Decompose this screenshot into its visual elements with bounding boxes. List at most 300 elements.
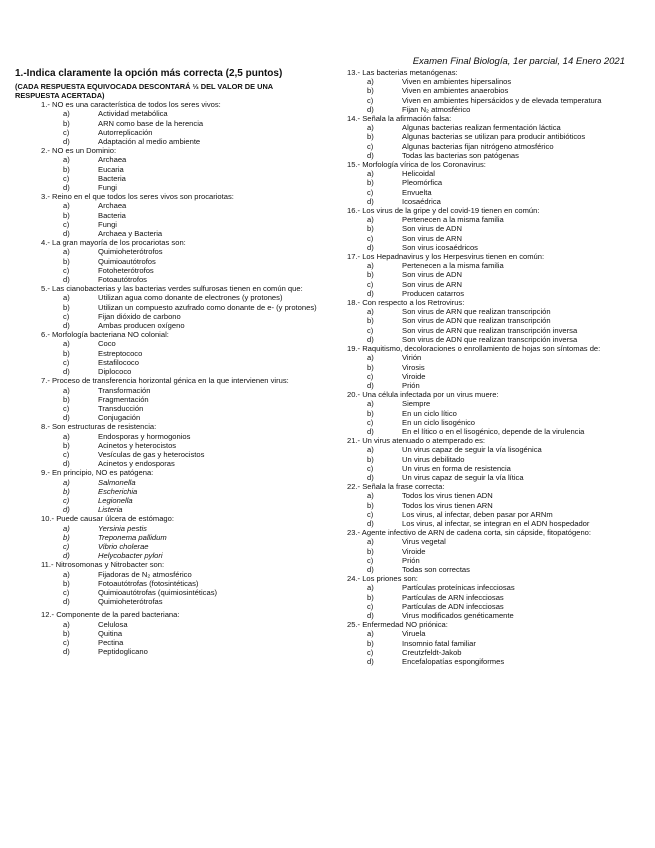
answer-option[interactable] bbox=[41, 597, 335, 606]
option-text: Fotoheterótrofos bbox=[98, 265, 154, 275]
option-letter: c) bbox=[63, 637, 70, 647]
option-text: Viroide bbox=[402, 371, 426, 381]
question-item bbox=[347, 482, 647, 528]
answer-option[interactable] bbox=[41, 211, 335, 220]
question-item bbox=[347, 390, 647, 436]
question-text: 21.- Un virus atenuado o atemperado es: bbox=[347, 436, 486, 446]
answer-option[interactable] bbox=[41, 137, 335, 146]
answer-option[interactable] bbox=[41, 505, 335, 514]
option-letter: c) bbox=[367, 601, 374, 611]
answer-option[interactable] bbox=[41, 119, 335, 128]
answer-option[interactable] bbox=[41, 312, 335, 321]
option-letter: c) bbox=[63, 495, 70, 505]
option-letter: a) bbox=[63, 619, 70, 629]
question-text: 24.- Los priones son: bbox=[347, 574, 418, 584]
option-letter: b) bbox=[63, 256, 70, 266]
option-text: Adaptación al medio ambiente bbox=[98, 137, 201, 147]
option-text: Son virus de ADN que realizan transcripción inversa bbox=[402, 334, 578, 344]
question-item bbox=[347, 252, 647, 298]
question-item bbox=[15, 560, 335, 606]
option-letter: a) bbox=[367, 629, 374, 639]
option-text: Quimioautótrofas (quimiosintéticas) bbox=[98, 587, 218, 597]
question-item bbox=[15, 100, 335, 146]
answer-option[interactable] bbox=[347, 648, 647, 657]
option-letter: c) bbox=[367, 509, 374, 519]
answer-option[interactable] bbox=[347, 547, 647, 556]
answer-option[interactable] bbox=[41, 542, 335, 551]
question-item bbox=[15, 284, 335, 330]
option-text: Eucaria bbox=[98, 164, 124, 174]
answer-option[interactable] bbox=[347, 510, 647, 519]
option-letter: c) bbox=[367, 187, 374, 197]
answer-option[interactable] bbox=[347, 132, 647, 141]
answer-option[interactable] bbox=[347, 372, 647, 381]
answer-option[interactable] bbox=[347, 123, 647, 132]
option-letter: d) bbox=[367, 472, 374, 482]
option-letter: b) bbox=[63, 628, 70, 638]
question-item bbox=[347, 206, 647, 252]
option-text: ARN como base de la herencia bbox=[98, 118, 204, 128]
option-text: Un virus capaz de seguir la vía lítica bbox=[402, 472, 524, 482]
answer-option[interactable] bbox=[347, 657, 647, 666]
option-letter: d) bbox=[367, 196, 374, 206]
question-text: 9.- En principio, NO es patógena: bbox=[41, 468, 154, 478]
question-item bbox=[347, 344, 647, 390]
answer-option[interactable] bbox=[41, 321, 335, 330]
answer-option[interactable] bbox=[41, 413, 335, 422]
option-letter: a) bbox=[367, 399, 374, 409]
option-text: Los virus, al infectar, se integran en el ADN hospedador bbox=[402, 518, 590, 528]
option-letter: a) bbox=[63, 155, 70, 165]
answer-option[interactable] bbox=[41, 620, 335, 629]
option-text: Conjugación bbox=[98, 413, 141, 423]
option-letter: d) bbox=[367, 334, 374, 344]
question-item bbox=[15, 376, 335, 422]
answer-option[interactable] bbox=[347, 556, 647, 565]
answer-option[interactable] bbox=[347, 455, 647, 464]
answer-option[interactable] bbox=[347, 270, 647, 279]
answer-option[interactable] bbox=[41, 432, 335, 441]
answer-option[interactable] bbox=[347, 565, 647, 574]
option-letter: a) bbox=[63, 523, 70, 533]
option-text: Prión bbox=[402, 555, 420, 565]
option-text: Pleomórfica bbox=[402, 178, 443, 188]
answer-option[interactable] bbox=[347, 629, 647, 638]
option-text: Bacteria bbox=[98, 210, 126, 220]
option-letter: a) bbox=[367, 123, 374, 133]
option-text: Utilizan agua como donante de electrones (y protones) bbox=[98, 293, 283, 303]
answer-option[interactable] bbox=[347, 280, 647, 289]
question-item bbox=[347, 160, 647, 206]
option-letter: b) bbox=[63, 532, 70, 542]
answer-option[interactable] bbox=[347, 399, 647, 408]
option-letter: b) bbox=[367, 132, 374, 142]
answer-option[interactable] bbox=[347, 602, 647, 611]
option-letter: a) bbox=[63, 201, 70, 211]
answer-option[interactable] bbox=[41, 450, 335, 459]
answer-option[interactable] bbox=[41, 201, 335, 210]
question-item bbox=[15, 146, 335, 192]
answer-option[interactable] bbox=[41, 487, 335, 496]
option-letter: d) bbox=[63, 505, 70, 515]
option-letter: a) bbox=[63, 109, 70, 119]
answer-option[interactable] bbox=[347, 409, 647, 418]
option-letter: d) bbox=[63, 551, 70, 561]
answer-option[interactable] bbox=[347, 151, 647, 160]
answer-option[interactable] bbox=[41, 524, 335, 533]
answer-option[interactable] bbox=[347, 501, 647, 510]
option-text: Fijadoras de N₂ atmosférico bbox=[98, 569, 192, 579]
option-letter: b) bbox=[63, 394, 70, 404]
answer-option[interactable] bbox=[41, 183, 335, 192]
answer-option[interactable] bbox=[41, 293, 335, 302]
answer-option[interactable] bbox=[41, 257, 335, 266]
option-text: Viven en ambientes hipersalinos bbox=[402, 77, 512, 87]
option-text: Son virus de ADN que realizan transcripción bbox=[402, 316, 551, 326]
option-letter: a) bbox=[367, 583, 374, 593]
option-text: Todos los virus tienen ADN bbox=[402, 491, 493, 501]
option-letter: d) bbox=[63, 367, 70, 377]
question-text: 22.- Señala la frase correcta: bbox=[347, 482, 445, 492]
question-text: 13.- Las bacterias metanógenas: bbox=[347, 68, 458, 77]
question-text: 20.- Una célula infectada por un virus muere: bbox=[347, 390, 499, 400]
option-letter: d) bbox=[63, 275, 70, 285]
option-text: Escherichia bbox=[98, 486, 138, 496]
answer-option[interactable] bbox=[347, 105, 647, 114]
option-text: Virión bbox=[402, 353, 422, 363]
option-letter: c) bbox=[63, 357, 70, 367]
option-text: Todas las bacterias son patógenas bbox=[402, 150, 519, 160]
option-letter: b) bbox=[63, 486, 70, 496]
option-letter: a) bbox=[63, 431, 70, 441]
answer-option[interactable] bbox=[41, 570, 335, 579]
answer-option[interactable] bbox=[347, 427, 647, 436]
option-text: Todos los virus tienen ARN bbox=[402, 500, 493, 510]
option-text: Estafilococo bbox=[98, 357, 139, 367]
option-text: Salmonella bbox=[98, 477, 136, 487]
answer-option[interactable] bbox=[41, 478, 335, 487]
answer-option[interactable] bbox=[347, 464, 647, 473]
option-letter: a) bbox=[63, 569, 70, 579]
option-letter: c) bbox=[63, 173, 70, 183]
option-text: Un virus debilitado bbox=[402, 454, 465, 464]
answer-option[interactable] bbox=[41, 128, 335, 137]
section-title: 1.-Indica claramente la opción más correcta (2,5 puntos) bbox=[15, 68, 283, 79]
question-item bbox=[15, 238, 335, 284]
answer-option[interactable] bbox=[41, 441, 335, 450]
answer-option[interactable] bbox=[41, 339, 335, 348]
option-text: Transducción bbox=[98, 403, 144, 413]
right-question-list bbox=[347, 68, 647, 666]
answer-option[interactable] bbox=[41, 638, 335, 647]
answer-option[interactable] bbox=[41, 303, 335, 312]
option-text: Partículas de ADN infecciosas bbox=[402, 601, 504, 611]
answer-option[interactable] bbox=[347, 307, 647, 316]
option-text: Fragmentación bbox=[98, 394, 149, 404]
question-item bbox=[15, 422, 335, 468]
option-letter: c) bbox=[63, 403, 70, 413]
option-letter: b) bbox=[367, 270, 374, 280]
question-item bbox=[15, 514, 335, 560]
option-text: Ambas producen oxígeno bbox=[98, 321, 185, 331]
option-text: Quimioheterótrofos bbox=[98, 247, 163, 257]
answer-option[interactable] bbox=[347, 537, 647, 546]
option-text: Encefalopatías espongiformes bbox=[402, 657, 505, 666]
answer-option[interactable] bbox=[347, 77, 647, 86]
answer-option[interactable] bbox=[41, 386, 335, 395]
answer-option[interactable] bbox=[41, 165, 335, 174]
answer-option[interactable] bbox=[347, 353, 647, 362]
question-text: 5.- Las cianobacterias y las bacterias verdes sulfurosas tienen en común que: bbox=[41, 284, 303, 294]
option-letter: d) bbox=[367, 564, 374, 574]
option-text: En un ciclo lítico bbox=[402, 408, 457, 418]
option-text: En el lítico o en el lisogénico, depende de la virulencia bbox=[402, 426, 585, 436]
option-letter: a) bbox=[367, 445, 374, 455]
option-letter: a) bbox=[367, 215, 374, 225]
answer-option[interactable] bbox=[41, 275, 335, 284]
question-text: 8.- Son estructuras de resistencia: bbox=[41, 422, 157, 432]
option-letter: a) bbox=[367, 77, 374, 87]
option-letter: c) bbox=[367, 417, 374, 427]
option-letter: c) bbox=[63, 587, 70, 597]
option-letter: a) bbox=[367, 307, 374, 317]
option-letter: b) bbox=[367, 86, 374, 96]
option-text: Son virus de ARN bbox=[402, 233, 462, 243]
option-text: Pertenecen a la misma familia bbox=[402, 215, 504, 225]
option-text: Son virus de ADN bbox=[402, 224, 462, 234]
answer-option[interactable] bbox=[41, 629, 335, 638]
exam-header: Examen Final Biología, 1er parcial, 14 Enero 2021 bbox=[412, 56, 625, 67]
option-text: Producen catarros bbox=[402, 288, 465, 298]
answer-option[interactable] bbox=[41, 404, 335, 413]
answer-option[interactable] bbox=[347, 178, 647, 187]
option-letter: a) bbox=[63, 477, 70, 487]
answer-option[interactable] bbox=[41, 266, 335, 275]
option-letter: b) bbox=[367, 178, 374, 188]
question-text: 14.- Señala la afirmación falsa: bbox=[347, 114, 452, 124]
question-text: 25.- Enfermedad NO priónica: bbox=[347, 620, 448, 630]
answer-option[interactable] bbox=[41, 395, 335, 404]
option-letter: c) bbox=[367, 647, 374, 657]
answer-option[interactable] bbox=[347, 197, 647, 206]
option-text: Insomnio fatal familiar bbox=[402, 638, 476, 648]
answer-option[interactable] bbox=[41, 174, 335, 183]
option-text: Viven en ambientes anaerobios bbox=[402, 86, 509, 96]
option-letter: c) bbox=[367, 371, 374, 381]
answer-option[interactable] bbox=[347, 611, 647, 620]
option-letter: a) bbox=[367, 261, 374, 271]
answer-option[interactable] bbox=[347, 363, 647, 372]
answer-option[interactable] bbox=[347, 234, 647, 243]
answer-option[interactable] bbox=[41, 647, 335, 656]
answer-option[interactable] bbox=[347, 639, 647, 648]
answer-option[interactable] bbox=[41, 533, 335, 542]
answer-option[interactable] bbox=[41, 220, 335, 229]
answer-option[interactable] bbox=[347, 593, 647, 602]
answer-option[interactable] bbox=[347, 445, 647, 454]
option-text: Legionella bbox=[98, 495, 133, 505]
option-text: Viven en ambientes hipersácidos y de elevada temperatura bbox=[402, 95, 602, 105]
option-text: Viroide bbox=[402, 546, 426, 556]
option-letter: b) bbox=[367, 500, 374, 510]
answer-option[interactable] bbox=[347, 381, 647, 390]
option-text: Un virus en forma de resistencia bbox=[402, 463, 511, 473]
option-letter: d) bbox=[367, 242, 374, 252]
question-text: 19.- Raquitismo, decoloraciones o enrollamiento de hojas son síntomas de: bbox=[347, 344, 601, 354]
answer-option[interactable] bbox=[41, 579, 335, 588]
option-letter: c) bbox=[63, 541, 70, 551]
question-item bbox=[15, 610, 335, 656]
option-letter: d) bbox=[63, 229, 70, 239]
option-text: Coco bbox=[98, 339, 116, 349]
answer-option[interactable] bbox=[347, 96, 647, 105]
answer-option[interactable] bbox=[41, 155, 335, 164]
option-text: Viruela bbox=[402, 629, 426, 639]
option-text: Diplococo bbox=[98, 367, 132, 377]
answer-option[interactable] bbox=[41, 551, 335, 560]
option-letter: a) bbox=[63, 339, 70, 349]
option-letter: c) bbox=[367, 463, 374, 473]
option-letter: b) bbox=[367, 316, 374, 326]
answer-option[interactable] bbox=[347, 418, 647, 427]
option-text: Helicoidal bbox=[402, 169, 435, 179]
option-text: Estreptococo bbox=[98, 348, 143, 358]
answer-option[interactable] bbox=[347, 289, 647, 298]
answer-option[interactable] bbox=[41, 109, 335, 118]
answer-option[interactable] bbox=[347, 583, 647, 592]
option-text: Virosis bbox=[402, 362, 425, 372]
option-text: Son virus de ARN que realizan transcripción bbox=[402, 307, 551, 317]
option-text: Fungi bbox=[98, 183, 117, 193]
left-question-list bbox=[15, 100, 335, 656]
option-text: Algunas bacterias se utilizan para producir antibióticos bbox=[402, 132, 586, 142]
option-text: Quitina bbox=[98, 628, 123, 638]
answer-option[interactable] bbox=[41, 459, 335, 468]
answer-option[interactable] bbox=[347, 243, 647, 252]
option-text: Treponema pallidum bbox=[98, 532, 167, 542]
question-text: 4.- La gran mayoría de los procariotas son: bbox=[41, 238, 186, 248]
question-text: 17.- Los Hepadnavirus y los Herpesvirus tienen en común: bbox=[347, 252, 545, 262]
option-text: Quimioautótrofos bbox=[98, 256, 156, 266]
option-letter: b) bbox=[367, 592, 374, 602]
answer-option[interactable] bbox=[347, 473, 647, 482]
answer-option[interactable] bbox=[347, 188, 647, 197]
option-letter: c) bbox=[367, 233, 374, 243]
option-letter: b) bbox=[63, 348, 70, 358]
option-letter: c) bbox=[63, 449, 70, 459]
option-text: Helycobacter pylori bbox=[98, 551, 163, 561]
option-letter: d) bbox=[367, 518, 374, 528]
option-letter: d) bbox=[63, 321, 70, 331]
question-text: 6.- Morfología bacteriana NO colonial: bbox=[41, 330, 169, 340]
option-text: Acinetos y heterocistos bbox=[98, 440, 177, 450]
option-text: Yersinia pestis bbox=[98, 523, 147, 533]
question-item bbox=[347, 68, 647, 114]
answer-option[interactable] bbox=[41, 229, 335, 238]
option-text: Virus vegetal bbox=[402, 537, 446, 547]
answer-option[interactable] bbox=[347, 519, 647, 528]
option-letter: c) bbox=[63, 311, 70, 321]
option-text: Listeria bbox=[98, 505, 123, 515]
answer-option[interactable] bbox=[347, 224, 647, 233]
option-text: Partículas de ARN infecciosas bbox=[402, 592, 504, 602]
option-text: Fotoautótrofas (fotosintéticas) bbox=[98, 578, 199, 588]
answer-option[interactable] bbox=[41, 588, 335, 597]
option-text: Quimioheterótrofas bbox=[98, 597, 163, 607]
option-letter: b) bbox=[63, 440, 70, 450]
option-letter: d) bbox=[367, 657, 374, 666]
option-letter: d) bbox=[367, 288, 374, 298]
answer-option[interactable] bbox=[347, 326, 647, 335]
option-letter: b) bbox=[63, 578, 70, 588]
option-letter: d) bbox=[63, 413, 70, 423]
answer-option[interactable] bbox=[347, 86, 647, 95]
option-text: Todas son correctas bbox=[402, 564, 470, 574]
answer-option[interactable] bbox=[347, 215, 647, 224]
option-text: Fungi bbox=[98, 219, 117, 229]
question-item bbox=[347, 620, 647, 666]
left-column bbox=[15, 68, 335, 656]
answer-option[interactable] bbox=[347, 491, 647, 500]
answer-option[interactable] bbox=[347, 316, 647, 325]
option-text: Partículas proteínicas infecciosas bbox=[402, 583, 515, 593]
option-text: Algunas bacterias realizan fermentación láctica bbox=[402, 123, 561, 133]
option-text: Fijan N₂ atmosférico bbox=[402, 104, 471, 114]
option-letter: b) bbox=[63, 118, 70, 128]
question-item bbox=[15, 468, 335, 514]
answer-option[interactable] bbox=[347, 261, 647, 270]
option-text: Son virus de ARN que realizan transcripción inversa bbox=[402, 325, 578, 335]
question-item bbox=[15, 192, 335, 238]
option-letter: a) bbox=[63, 293, 70, 303]
option-text: Celulosa bbox=[98, 619, 128, 629]
option-text: Son virus icosaédricos bbox=[402, 242, 478, 252]
option-text: Pectina bbox=[98, 637, 124, 647]
answer-option[interactable] bbox=[41, 367, 335, 376]
question-text: 1.- NO es una característica de todos los seres vivos: bbox=[41, 100, 221, 110]
answer-option[interactable] bbox=[41, 496, 335, 505]
question-text: 3.- Reino en el que todos los seres vivos son procariotas: bbox=[41, 192, 234, 202]
option-letter: a) bbox=[367, 353, 374, 363]
answer-option[interactable] bbox=[347, 169, 647, 178]
answer-option[interactable] bbox=[41, 247, 335, 256]
question-text: 16.- Los virus de la gripe y del covid-19 tienen en común: bbox=[347, 206, 540, 216]
question-item bbox=[347, 114, 647, 160]
option-text: Utilizan un compuesto azufrado como donante de e- (y protones) bbox=[98, 302, 317, 312]
option-text: Acinetos y endosporas bbox=[98, 459, 175, 469]
option-text: Transformación bbox=[98, 385, 151, 395]
question-text: 2.- NO es un Dominio: bbox=[41, 146, 117, 156]
answer-option[interactable] bbox=[41, 358, 335, 367]
option-text: Pertenecen a la misma familia bbox=[402, 261, 504, 271]
option-letter: c) bbox=[63, 219, 70, 229]
option-letter: d) bbox=[367, 426, 374, 436]
option-letter: b) bbox=[367, 638, 374, 648]
option-letter: c) bbox=[63, 265, 70, 275]
option-text: Autorreplicación bbox=[98, 127, 153, 137]
answer-option[interactable] bbox=[347, 142, 647, 151]
question-text: 12.- Componente de la pared bacteriana: bbox=[41, 610, 180, 620]
answer-option[interactable] bbox=[347, 335, 647, 344]
option-letter: d) bbox=[63, 597, 70, 607]
option-letter: c) bbox=[367, 95, 374, 105]
question-text: 18.- Con respecto a los Retrovirus: bbox=[347, 298, 465, 308]
option-letter: b) bbox=[367, 454, 374, 464]
option-text: Prión bbox=[402, 380, 420, 390]
option-letter: a) bbox=[63, 247, 70, 257]
answer-option[interactable] bbox=[41, 349, 335, 358]
option-letter: d) bbox=[367, 610, 374, 620]
